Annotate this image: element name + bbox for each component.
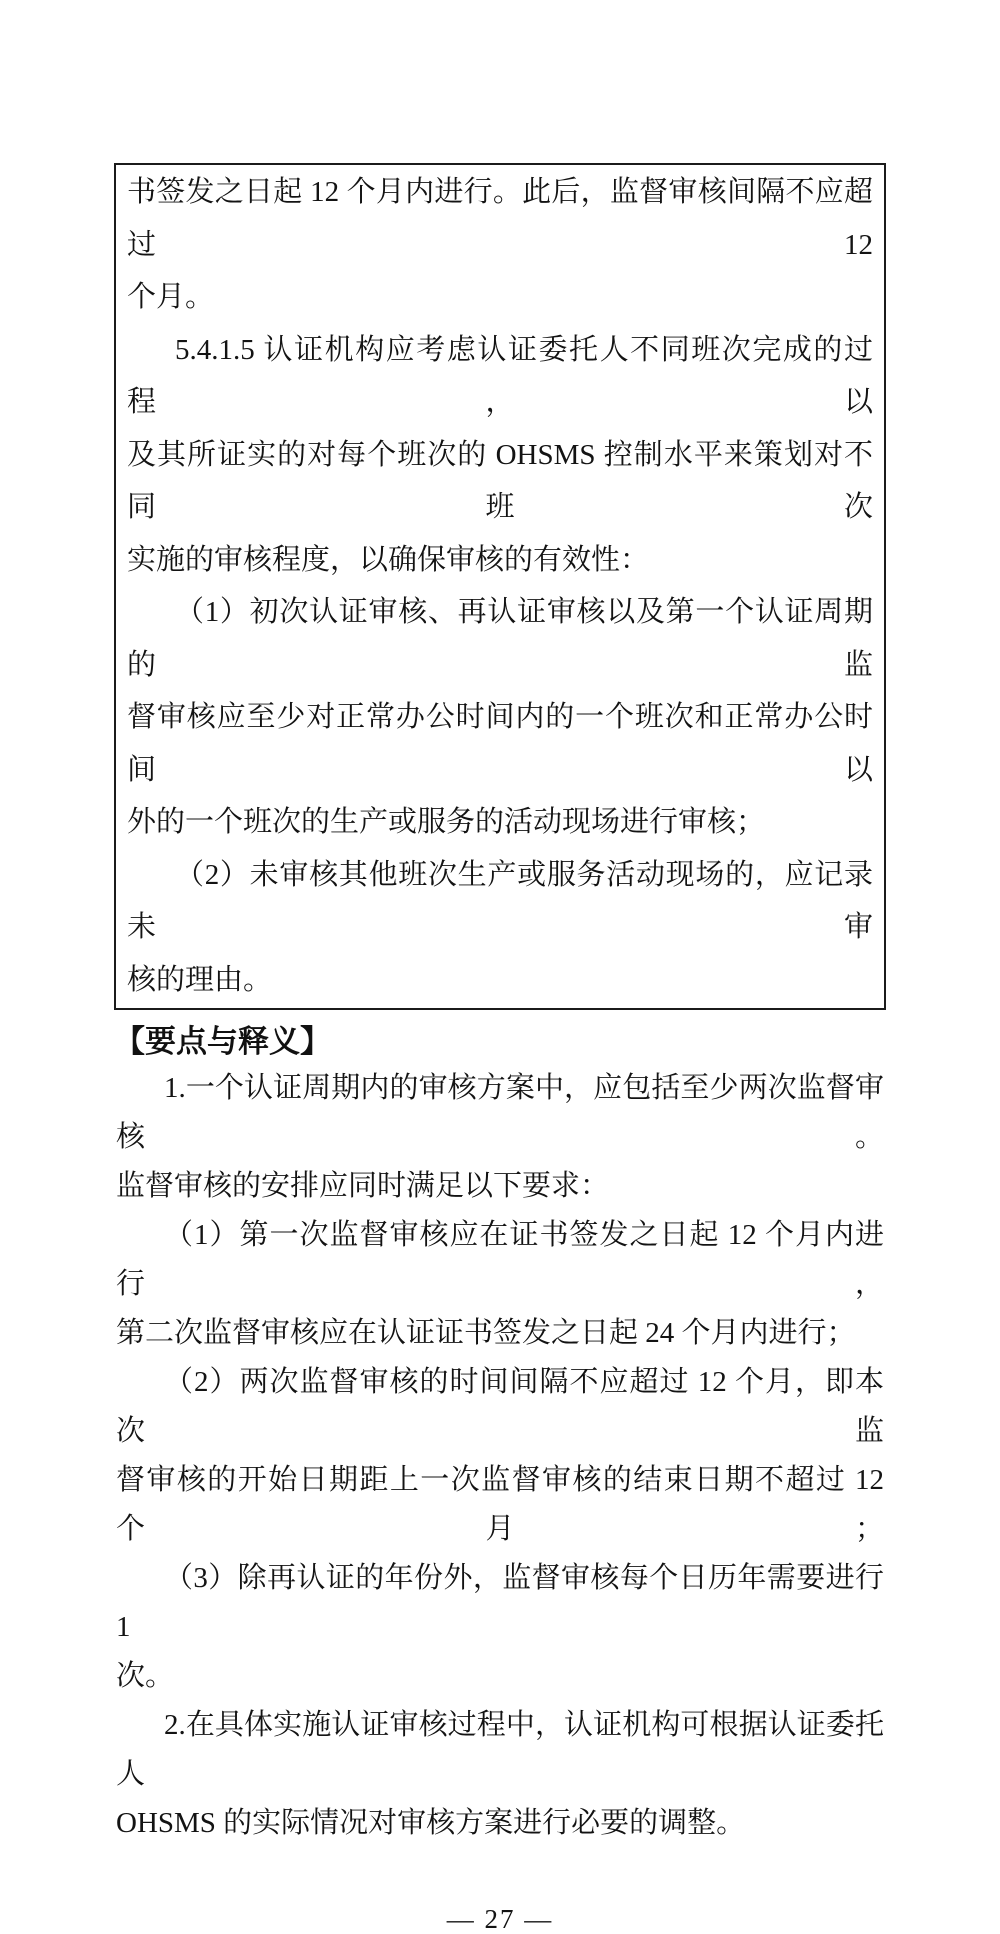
- section-heading: 【要点与释义】: [114, 1024, 331, 1059]
- body-line: OHSMS 的实际情况对审核方案进行必要的调整。: [116, 1807, 746, 1839]
- boxed-line: 实施的审核程度，以确保审核的有效性：: [127, 543, 650, 576]
- boxed-line: 书签发之日起 12 个月内进行。此后，监督审核间隔不应超过 12: [127, 176, 873, 261]
- body-line: 2.在具体实施认证审核过程中，认证机构可根据认证委托人: [116, 1709, 884, 1790]
- boxed-line: 及其所证实的对每个班次的 OHSMS 控制水平来策划对不同班次: [127, 438, 873, 523]
- interpretation-body: [114, 1064, 886, 1848]
- boxed-line: 外的一个班次的生产或服务的活动现场进行审核；: [127, 806, 766, 838]
- content-column: [114, 163, 886, 1934]
- boxed-line: 5.4.1.5 认证机构应考虑认证委托人不同班次完成的过程，以: [127, 333, 873, 418]
- body-line: （3）除再认证的年份外，监督审核每个日历年需要进行 1: [116, 1562, 884, 1643]
- boxed-clause-section: [114, 163, 886, 1010]
- body-line: （1）第一次监督审核应在证书签发之日起 12 个月内进行，: [116, 1219, 884, 1300]
- body-line: 督审核的开始日期距上一次监督审核的结束日期不超过 12 个月；: [116, 1464, 884, 1545]
- body-line: 1.一个认证周期内的审核方案中，应包括至少两次监督审核。: [116, 1072, 884, 1153]
- boxed-line: （2）未审核其他班次生产或服务活动现场的，应记录未审: [127, 858, 873, 943]
- body-line: 监督审核的安排应同时满足以下要求：: [116, 1170, 610, 1202]
- body-line: （2）两次监督审核的时间间隔不应超过 12 个月，即本次监: [116, 1366, 884, 1447]
- boxed-line: （1）初次认证审核、再认证审核以及第一个认证周期的监: [127, 596, 873, 681]
- page-number: — 27 —: [446, 1904, 554, 1934]
- body-line: 第二次监督审核应在认证证书签发之日起 24 个月内进行；: [116, 1317, 856, 1349]
- document-page: [0, 163, 1000, 1934]
- boxed-line: 个月。: [127, 281, 215, 313]
- boxed-line: 督审核应至少对正常办公时间内的一个班次和正常办公时间以: [127, 701, 873, 786]
- boxed-line: 核的理由。: [127, 963, 273, 996]
- body-line: 次。: [116, 1660, 175, 1692]
